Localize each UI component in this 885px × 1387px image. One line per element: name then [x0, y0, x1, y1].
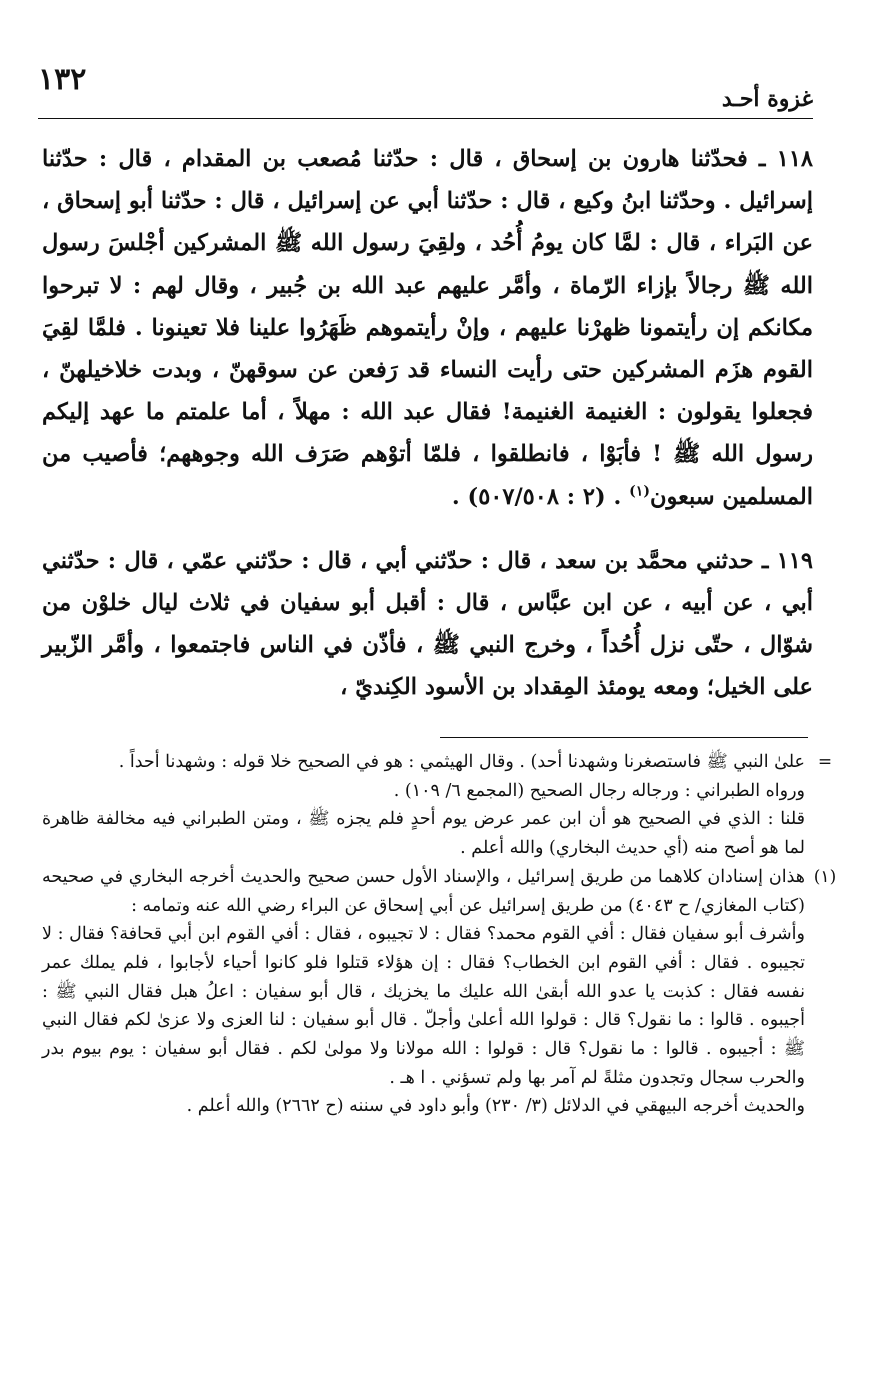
hadith-number: ١١٩ — [776, 547, 813, 574]
footnote-paragraph: ورواه الطبراني : ورجاله رجال الصحيح (المجمع ٦/ ١٠٩) . — [393, 780, 805, 801]
hadith-number: ١١٨ — [776, 146, 813, 172]
footnotes — [42, 748, 845, 1121]
footnote-marker: (١) — [813, 866, 837, 887]
hadith-118 — [42, 138, 813, 518]
footnote-body — [42, 863, 805, 1121]
footnote-body — [42, 748, 805, 863]
main-text — [42, 138, 813, 709]
footnote-reference[interactable]: (١) — [629, 483, 650, 500]
hadith-119 — [42, 540, 813, 709]
footnote-paragraph: قلنا : الذي في الصحيح هو أن ابن عمر عرض يوم أحدٍ فلم يجزه ﷺ ، ومتن الطبراني فيه مخالفة ظاهرة لما هو أصح منه (أي حديث البخاري) والله أعلم . — [42, 809, 805, 859]
page-header — [38, 58, 813, 119]
running-title: غزوة أحـد — [721, 86, 813, 112]
footnote-continuation — [42, 748, 845, 863]
footnote-1 — [42, 863, 845, 1121]
footnote-separator — [440, 737, 808, 738]
footnote-paragraph: وأشرف أبو سفيان فقال : أفي القوم محمد؟ فقال : لا تجيبوه ، فقال : أفي القوم ابن أبي قحافة؟ فقال : لا تجيبوه . فقال : أفي القوم ابن الخطاب؟ فقال : إن هؤلاء قتلوا فلو كانوا أحياء لأجابوا ، فلم يملك عمر نفسه فقال : كذبت يا عدو الله أبقىٰ الله عليك ما يخزيك ، قال أبو سفيان : اعلُ هبل فقال النبي ﷺ : أجيبوه . قالوا : ما نقول؟ قال : قولوا الله أعلىٰ وأجلّ . قال أبو سفيان : لنا العزى ولا عزىٰ لكم فقال النبي ﷺ : أجيبوه . قالوا : ما نقول؟ قال : قولوا : الله مولانا ولا مولىٰ لكم . فقال أبو سفيان : يوم بيوم بدر والحرب سجال وتجدون مثلةً لم آمر بها ولم تسؤني . ا هـ . — [42, 924, 805, 1088]
footnote-paragraph: هذان إسنادان كلاهما من طريق إسرائيل ، والإسناد الأول حسن صحيح والحديث أخرجه البخاري في صحيحه (كتاب المغازي/ ح ٤٠٤٣) من طريق إسرائيل عن أبي إسحاق عن البراء رضي الله عنه وتمامه : — [42, 866, 805, 916]
hadith-text: ـ حدثني محمَّد بن سعد ، قال : حدّثني أبي ، قال : حدّثني عمّي ، قال : حدّثني أبي ، عن أبيه ، عن ابن عبَّاس ، قال : أقبل أبو سفيان في ثلاث ليال خلوْن من شوّال ، حتّى نزل أُحُداً ، وخرج النبي ﷺ ، فأذّن في الناس فاجتمعوا ، وأمَّر الزّبير على الخيل؛ ومعه يومئذ المِقداد بن الأسود الكِنديّ ، — [42, 547, 813, 701]
hadith-text: ـ فحدّثنا هارون بن إسحاق ، قال : حدّثنا مُصعب بن المقدام ، قال : حدّثنا إسرائيل . وحدّثنا ابنُ وكيع ، قال : حدّثنا أبي عن إسرائيل ، قال : حدّثنا أبو إسحاق ، عن البَراء ، قال : لمَّا كان يومُ أُحُد ، ولقِيَ رسول الله ﷺ المشركين أجْلسَ رسول الله ﷺ رجالاً بإزاء الرّماة ، وأمَّر عليهم عبد الله بن جُبير ، وقال لهم : لا تبرحوا مكانكم إن رأيتمونا ظهرْنا عليهم ، وإنْ رأيتموهم ظَهَرُوا علينا فلا تعينونا . فلمَّا لقِيَ القوم هزَم المشركين حتى رأيت النساء قد رَفعن عن سوقهنّ ، وبدت خلاخيلهنّ ، فجعلوا يقولون : الغنيمة الغنيمة! فقال عبد الله : مهلاً ، أما علمتم ما عهد إليكم رسول الله ﷺ ! فأبَوْا ، فانطلقوا ، فلمّا أتوْهم صَرَف الله وجوههم؛ فأصيب من المسلمين سبعون — [42, 146, 813, 510]
hadith-source: . (٢ : ٥٠٧/٥٠٨) . — [451, 483, 622, 510]
footnote-paragraph: علىٰ النبي ﷺ فاستصغرنا وشهدنا أحد) . وقال الهيثمي : هو في الصحيح خلا قوله : وشهدنا أحداً . — [118, 752, 805, 772]
page-number: ١٣٢ — [38, 62, 87, 97]
footnote-paragraph: والحديث أخرجه البيهقي في الدلائل (٣/ ٢٣٠) وأبو داود في سننه (ح ٢٦٦٢) والله أعلم . — [186, 1096, 805, 1117]
footnote-marker: = — [817, 752, 833, 772]
